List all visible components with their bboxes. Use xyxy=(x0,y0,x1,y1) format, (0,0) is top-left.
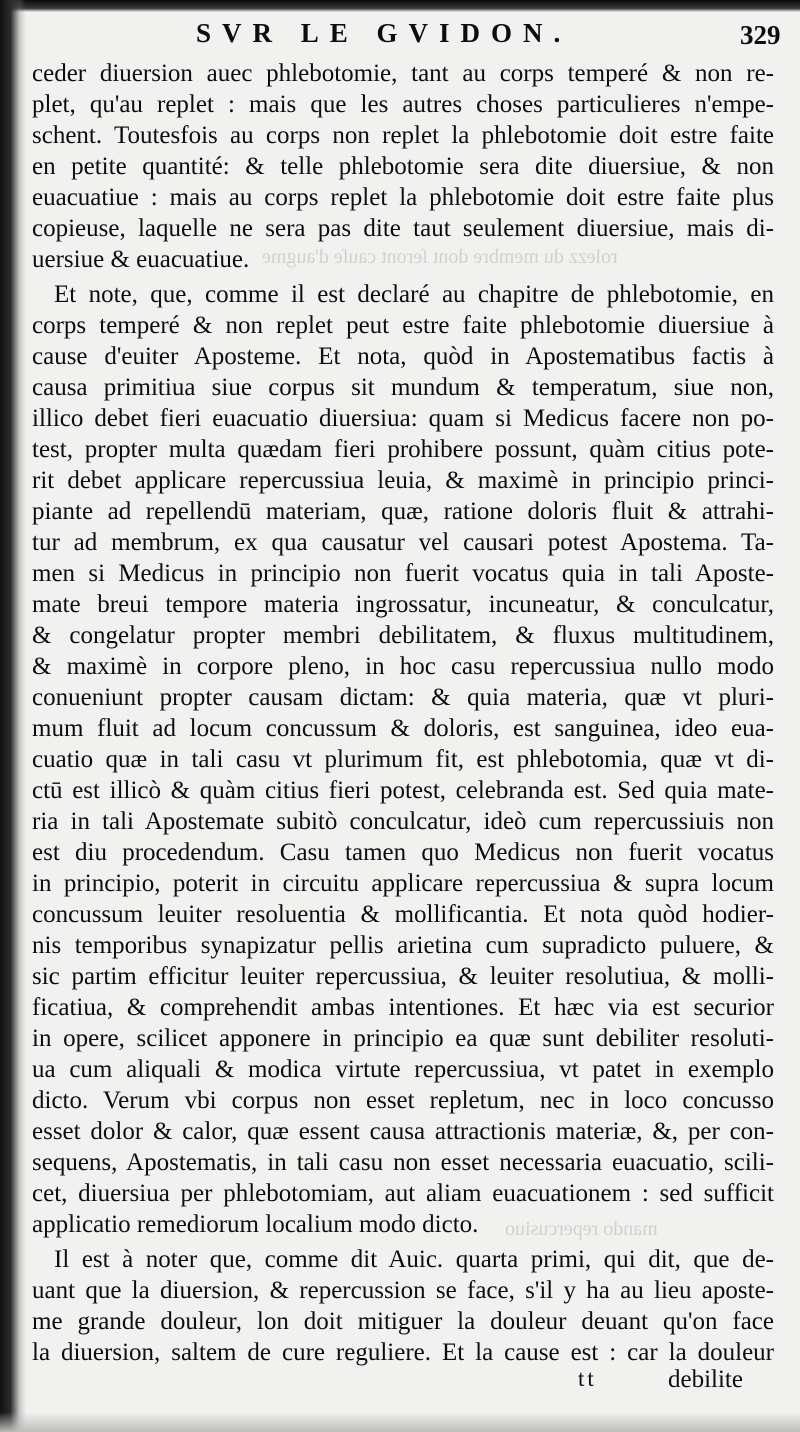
text-line: esset dolor & calor, quæ essent causa attractionis materiæ, &, per con- xyxy=(32,1118,774,1145)
text-line: cause d'euiter Aposteme. Et nota, quòd in Apostematibus factis à xyxy=(32,343,774,370)
bleed-through-text: rolezz du membre dont ſeront cauſe d'augme xyxy=(262,246,618,268)
text-line: men si Medicus in principio non fuerit vocatus quia in tali Aposte- xyxy=(32,560,774,587)
text-line: conueniunt propter causam dictam: & quia materia, quæ vt pluri- xyxy=(32,684,774,711)
text-line: ua cum aliquali & modica virtute repercussiua, vt patet in exemplo xyxy=(32,1056,774,1083)
text-line: concussum leuiter resoluentia & mollificantia. Et nota quòd hodier- xyxy=(32,901,774,928)
text-line: & maximè in corpore pleno, in hoc casu repercussiua nullo modo xyxy=(32,653,774,680)
text-line: uant que la diuersion, & repercussion se face, s'il y ha au lieu aposte- xyxy=(32,1277,774,1304)
text-line: plet, qu'au replet : mais que les autres choses particulieres n'empe- xyxy=(32,91,774,118)
text-line: ficatiua, & comprehendit ambas intentiones. Et hæc via est securior xyxy=(32,994,774,1021)
text-line: ctū est illicò & quàm citius fieri potest, celebranda est. Sed quia mate- xyxy=(32,777,774,804)
scan-edge-top xyxy=(0,0,800,12)
text-line: me grande douleur, lon doit mitiguer la douleur deuant qu'on face xyxy=(32,1308,774,1335)
text-line: test, propter multa quædam fieri prohibere possunt, quàm citius pote- xyxy=(32,436,774,463)
text-line: cuatio quæ in tali casu vt plurimum fit, est phlebotomia, quæ vt di- xyxy=(32,746,774,773)
text-line: illico debet fieri euacuatio diuersiua: quam si Medicus facere non po- xyxy=(32,405,774,432)
text-line: dicto. Verum vbi corpus non esset repletum, nec in loco concusso xyxy=(32,1087,774,1114)
text-line: Il est à noter que, comme dit Auic. quarta primi, qui dit, que de- xyxy=(54,1246,774,1273)
catchword: debilite xyxy=(668,1366,743,1393)
text-line: euacuatiue : mais au corps replet la phlebotomie doit estre faite plus xyxy=(32,184,774,211)
bleed-through-text: mando repercusiuo xyxy=(505,1218,658,1240)
text-line: corps temperé & non replet peut estre faite phlebotomie diuersiue à xyxy=(32,312,774,339)
text-line: mum fluit ad locum concussum & doloris, est sanguinea, ideo eua- xyxy=(32,715,774,742)
scan-edge-left xyxy=(0,0,26,1432)
paragraph xyxy=(32,1244,774,1368)
text-line: copieuse, laquelle ne sera pas dite taut seulement diuersiue, mais di- xyxy=(32,215,774,242)
running-head: SVR LE GVIDON. xyxy=(196,18,572,48)
body-text xyxy=(32,58,774,1368)
paragraph xyxy=(32,279,774,1240)
text-line: & congelatur propter membri debilitatem, & fluxus multitudinem, xyxy=(32,622,774,649)
text-line: piante ad repellendū materiam, quæ, ratione doloris fluit & attrahi- xyxy=(32,498,774,525)
text-line: uersiue & euacuatiue. xyxy=(32,246,250,273)
text-line: causa primitiua siue corpus sit mundum & temperatum, siue non, xyxy=(32,374,774,401)
text-line: la diuersion, saltem de cure reguliere. Et la cause est : car la douleur xyxy=(32,1339,774,1366)
text-line: sic partim efficitur leuiter repercussiua, & leuiter resolutiua, & molli- xyxy=(32,963,774,990)
scan-edge-bottom xyxy=(0,1412,800,1432)
text-line: rit debet applicare repercussiua leuia, & maximè in principio princi- xyxy=(32,467,774,494)
text-line: mate breui tempore materia ingrossatur, incuneatur, & conculcatur, xyxy=(32,591,774,618)
text-line: nis temporibus synapizatur pellis arietina cum supradicto puluere, & xyxy=(32,932,774,959)
text-line: ria in tali Apostemate subitò conculcatur, ideò cum repercussiuis non xyxy=(32,808,774,835)
text-line: ceder diuersion auec phlebotomie, tant au corps temperé & non re- xyxy=(32,60,774,87)
text-line: tur ad membrum, ex qua causatur vel causari potest Apostema. Ta- xyxy=(32,529,774,556)
text-line: sequens, Apostematis, in tali casu non esset necessaria euacuatio, scili- xyxy=(32,1149,774,1176)
text-line: schent. Toutesfois au corps non replet la phlebotomie doit estre faite xyxy=(32,122,774,149)
text-line: applicatio remediorum localium modo dicto. xyxy=(32,1211,479,1238)
signature-mark: tt xyxy=(578,1366,597,1391)
text-line: cet, diuersiua per phlebotomiam, aut aliam euacuationem : sed sufficit xyxy=(32,1180,774,1207)
text-line: Et note, que, comme il est declaré au chapitre de phlebotomie, en xyxy=(54,281,774,308)
page-number: 329 xyxy=(740,20,781,50)
text-line: en petite quantité: & telle phlebotomie sera dite diuersiue, & non xyxy=(32,153,774,180)
text-line: est diu procedendum. Casu tamen quo Medicus non fuerit vocatus xyxy=(32,839,774,866)
text-line: in principio, poterit in circuitu applicare repercussiua & supra locum xyxy=(32,870,774,897)
paragraph xyxy=(32,58,774,275)
text-line: in opere, scilicet apponere in principio ea quæ sunt debiliter resoluti- xyxy=(32,1025,774,1052)
